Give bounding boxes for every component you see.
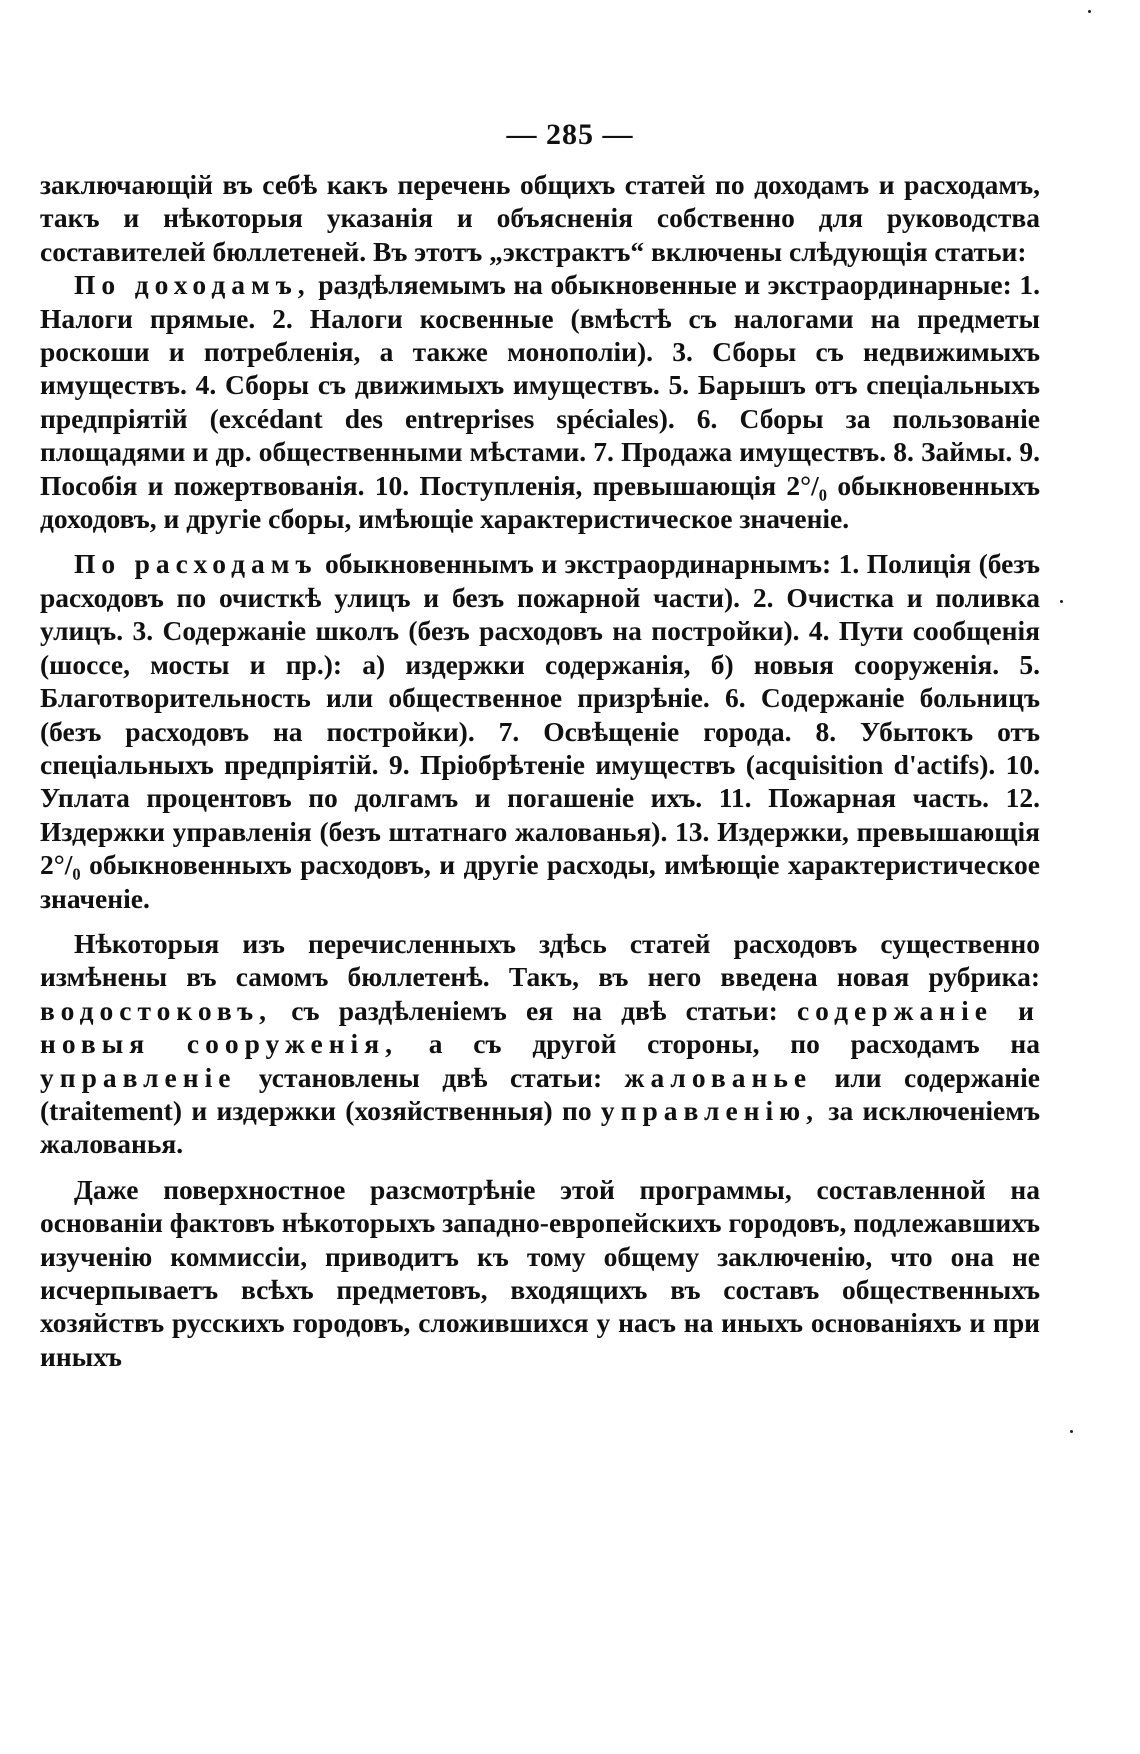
text-run: Нѣкоторыя изъ перечисленныхъ здѣсь статей расходовъ существенно измѣнены въ самомъ бюллетенѣ. Такъ, въ него введена новая рубрика:: [40, 927, 1040, 993]
book-page: [40, 0, 1100, 1754]
paragraph-changes: [40, 927, 1040, 1161]
print-speck: [1088, 10, 1091, 13]
text-run: съ раздѣленіемъ ея на двѣ статьи:: [272, 994, 797, 1026]
paragraph-expenses: [40, 547, 1040, 914]
expenses-heading: По расходамъ: [74, 548, 318, 580]
paragraph-continuation: [40, 168, 1040, 268]
spaced-term: управленіе: [40, 1061, 237, 1093]
text-run: за исключеніемъ жалованья.: [40, 1094, 1040, 1160]
spaced-term: управленію,: [600, 1094, 820, 1126]
expenses-list: обыкновеннымъ и экстраординарнымъ: 1. Полиція (безъ расходовъ по очисткѣ улицъ и безъ пожарной части). 2. Очистка и поливка улицъ. 3. Содержаніе школъ (безъ расходовъ на постройки). 4. Пути сообщенія (шоссе, мосты и пр.): а) издержки содержанія, б) новыя сооруженія. 5. Благотворительность или общественное призрѣніе. 6. Содержаніе больницъ (безъ расходовъ на постройки). 7. Освѣщеніе города. 8. Убытокъ отъ спеціальныхъ предпріятій. 9. Пріобрѣтеніе имуществъ (acquisition d'actifs). 10. Уплата процентовъ по долгамъ и погашеніе ихъ. 11. Пожарная часть. 12. Издержки управленія (безъ штатнаго жалованья). 13. Издержки, превышающія 2°/₀ обыкновенныхъ расходовъ, и другіе расходы, имѣющіе характеристическое значеніе.: [40, 548, 1040, 914]
revenues-heading: По доходамъ,: [74, 269, 311, 301]
paragraph-conclusion: [40, 1173, 1040, 1373]
spaced-term: жалованье: [624, 1061, 813, 1093]
spaced-term: содержаніе и новыя сооруженія,: [40, 994, 1040, 1060]
spaced-term: водостоковъ,: [40, 994, 273, 1026]
text-run: установлены двѣ статьи:: [236, 1061, 625, 1093]
paragraph-text: Даже поверхностное разсмотрѣніе этой программы, составленной на основаніи фактовъ нѣкоторыхъ западно-европейскихъ городовъ, подлежавшихъ изученію коммиссіи, приводитъ къ тому общему заключенію, что она не исчерпываетъ всѣхъ предметовъ, входящихъ въ составъ общественныхъ хозяйствъ русскихъ городовъ, сложившихся у насъ на иныхъ основаніяхъ и при иныхъ: [40, 1173, 1040, 1372]
paragraph-revenues: [40, 268, 1040, 535]
print-speck: [1070, 1430, 1073, 1433]
print-speck: [1060, 600, 1063, 603]
page-number: — 285 —: [506, 118, 634, 151]
text-run: или содержаніе (traitement) и издержки (хозяйственныя) по: [40, 1061, 1040, 1126]
page-body: [40, 168, 1040, 1373]
revenues-list: раздѣляемымъ на обыкновенные и экстраординарные: 1. Налоги прямые. 2. Налоги косвенные (вмѣстѣ съ налогами на предметы роскоши и потребленія, а также монополіи). 3. Сборы съ недвижимыхъ имуществъ. 4. Сборы съ движимыхъ имуществъ. 5. Барышъ отъ спеціальныхъ предпріятій (excédant des entreprises spéciales). 6. Сборы за пользованіе площадями и др. общественными мѣстами. 7. Продажа имуществъ. 8. Займы. 9. Пособія и пожертвованія. 10. Поступленія, превышающія 2°/₀ обыкновенныхъ доходовъ, и другіе сборы, имѣющіе характеристическое значеніе.: [40, 269, 1041, 535]
paragraph-text: заключающій въ себѣ какъ перечень общихъ статей по доходамъ и расходамъ, такъ и нѣкоторыя указанія и объясненія собственно для руководства составителей бюллетеней. Въ этотъ „экстрактъ“ включены слѣдующія статьи:: [40, 169, 1040, 267]
text-run: а съ другой стороны, по расходамъ на: [397, 1028, 1040, 1060]
